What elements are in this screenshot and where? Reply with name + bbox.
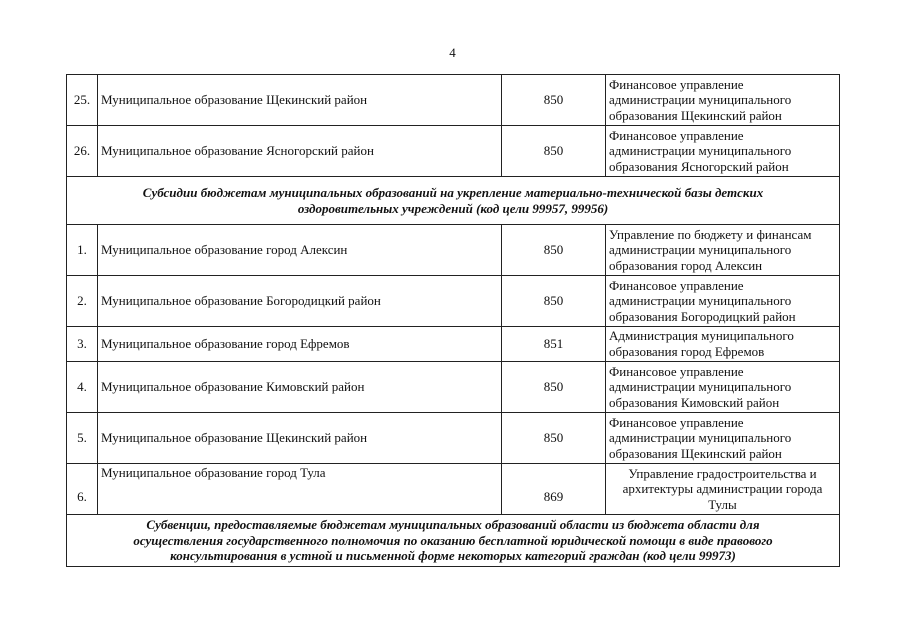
table-row <box>67 464 840 515</box>
administrator-line: администрации муниципального <box>609 143 792 159</box>
table-row <box>67 327 840 362</box>
budget-code: 850 <box>502 413 606 464</box>
table-row <box>67 276 840 327</box>
administrator-line: образования Щекинский район <box>609 107 782 123</box>
administrator-line: Финансовое управление <box>609 76 744 92</box>
administrator-line: Управление градостроительства и <box>628 465 817 481</box>
section-title-line: осуществления государственного полномочия по оказанию бесплатной юридической помощи в виде правового <box>133 532 773 548</box>
municipality-name: Муниципальное образование город Ефремов <box>98 327 502 362</box>
administrator-cell <box>606 464 840 515</box>
row-number: 25. <box>67 75 98 126</box>
administrator-cell <box>606 362 840 413</box>
section-title-line: Субсидии бюджетам муниципальных образований на укрепление материально-технической базы детских <box>142 184 764 200</box>
administrator-line: администрации муниципального <box>609 379 792 395</box>
section-title-line: консультирования в устной и письменной форме некоторых категорий граждан (код цели 99973) <box>170 548 736 564</box>
section-header-row <box>67 177 840 225</box>
row-number: 4. <box>67 362 98 413</box>
section-title-line: Субвенции, предоставляемые бюджетам муниципальных образований области из бюджета области для <box>146 517 760 533</box>
row-number: 26. <box>67 126 98 177</box>
municipality-name: Муниципальное образование Щекинский район <box>98 413 502 464</box>
administrator-line: образования Богородицкий район <box>609 308 796 324</box>
administrator-cell <box>606 126 840 177</box>
administrator-cell <box>606 327 840 362</box>
table-row <box>67 126 840 177</box>
administrator-line: Администрация муниципального <box>609 328 794 344</box>
administrator-line: Тулы <box>708 496 737 512</box>
administrator-line: образования Ясногорский район <box>609 158 789 174</box>
budget-code: 869 <box>502 464 606 515</box>
budget-code: 850 <box>502 75 606 126</box>
budget-code: 850 <box>502 276 606 327</box>
row-number: 6. <box>67 464 98 515</box>
administrator-line: Финансовое управление <box>609 127 744 143</box>
administrator-cell <box>606 75 840 126</box>
row-number: 3. <box>67 327 98 362</box>
row-number: 2. <box>67 276 98 327</box>
municipality-name: Муниципальное образование Богородицкий район <box>98 276 502 327</box>
administrator-line: администрации муниципального <box>609 430 792 446</box>
administrator-line: администрации муниципального <box>609 92 792 108</box>
administrator-line: администрации муниципального <box>609 242 792 258</box>
section-title-subventions <box>67 515 840 567</box>
administrator-line: администрации муниципального <box>609 293 792 309</box>
allocation-table <box>66 74 840 567</box>
administrator-line: образования город Алексин <box>609 257 763 273</box>
administrator-cell <box>606 225 840 276</box>
row-number: 1. <box>67 225 98 276</box>
budget-code: 850 <box>502 362 606 413</box>
municipality-name: Муниципальное образование город Тула <box>98 464 502 515</box>
municipality-name: Муниципальное образование Кимовский район <box>98 362 502 413</box>
administrator-line: образования Кимовский район <box>609 394 780 410</box>
administrator-line: Финансовое управление <box>609 414 744 430</box>
administrator-line: образования Щекинский район <box>609 445 782 461</box>
administrator-line: образования город Ефремов <box>609 344 765 359</box>
administrator-line: Финансовое управление <box>609 363 744 379</box>
section-title-subsidies <box>67 177 840 225</box>
administrator-line: архитектуры администрации города <box>622 481 823 497</box>
administrator-cell <box>606 276 840 327</box>
section-title-line: оздоровительных учреждений (код цели 99957, 99956) <box>297 200 609 216</box>
table-row <box>67 413 840 464</box>
table-row <box>67 362 840 413</box>
municipality-name: Муниципальное образование Щекинский район <box>98 75 502 126</box>
table-row <box>67 75 840 126</box>
municipality-name: Муниципальное образование город Алексин <box>98 225 502 276</box>
section-header-row <box>67 515 840 567</box>
row-number: 5. <box>67 413 98 464</box>
budget-code: 851 <box>502 327 606 362</box>
table-row <box>67 225 840 276</box>
municipality-name: Муниципальное образование Ясногорский район <box>98 126 502 177</box>
administrator-line: Управление по бюджету и финансам <box>609 226 812 242</box>
budget-code: 850 <box>502 225 606 276</box>
page-number: 4 <box>449 45 456 60</box>
budget-code: 850 <box>502 126 606 177</box>
administrator-cell <box>606 413 840 464</box>
administrator-line: Финансовое управление <box>609 277 744 293</box>
